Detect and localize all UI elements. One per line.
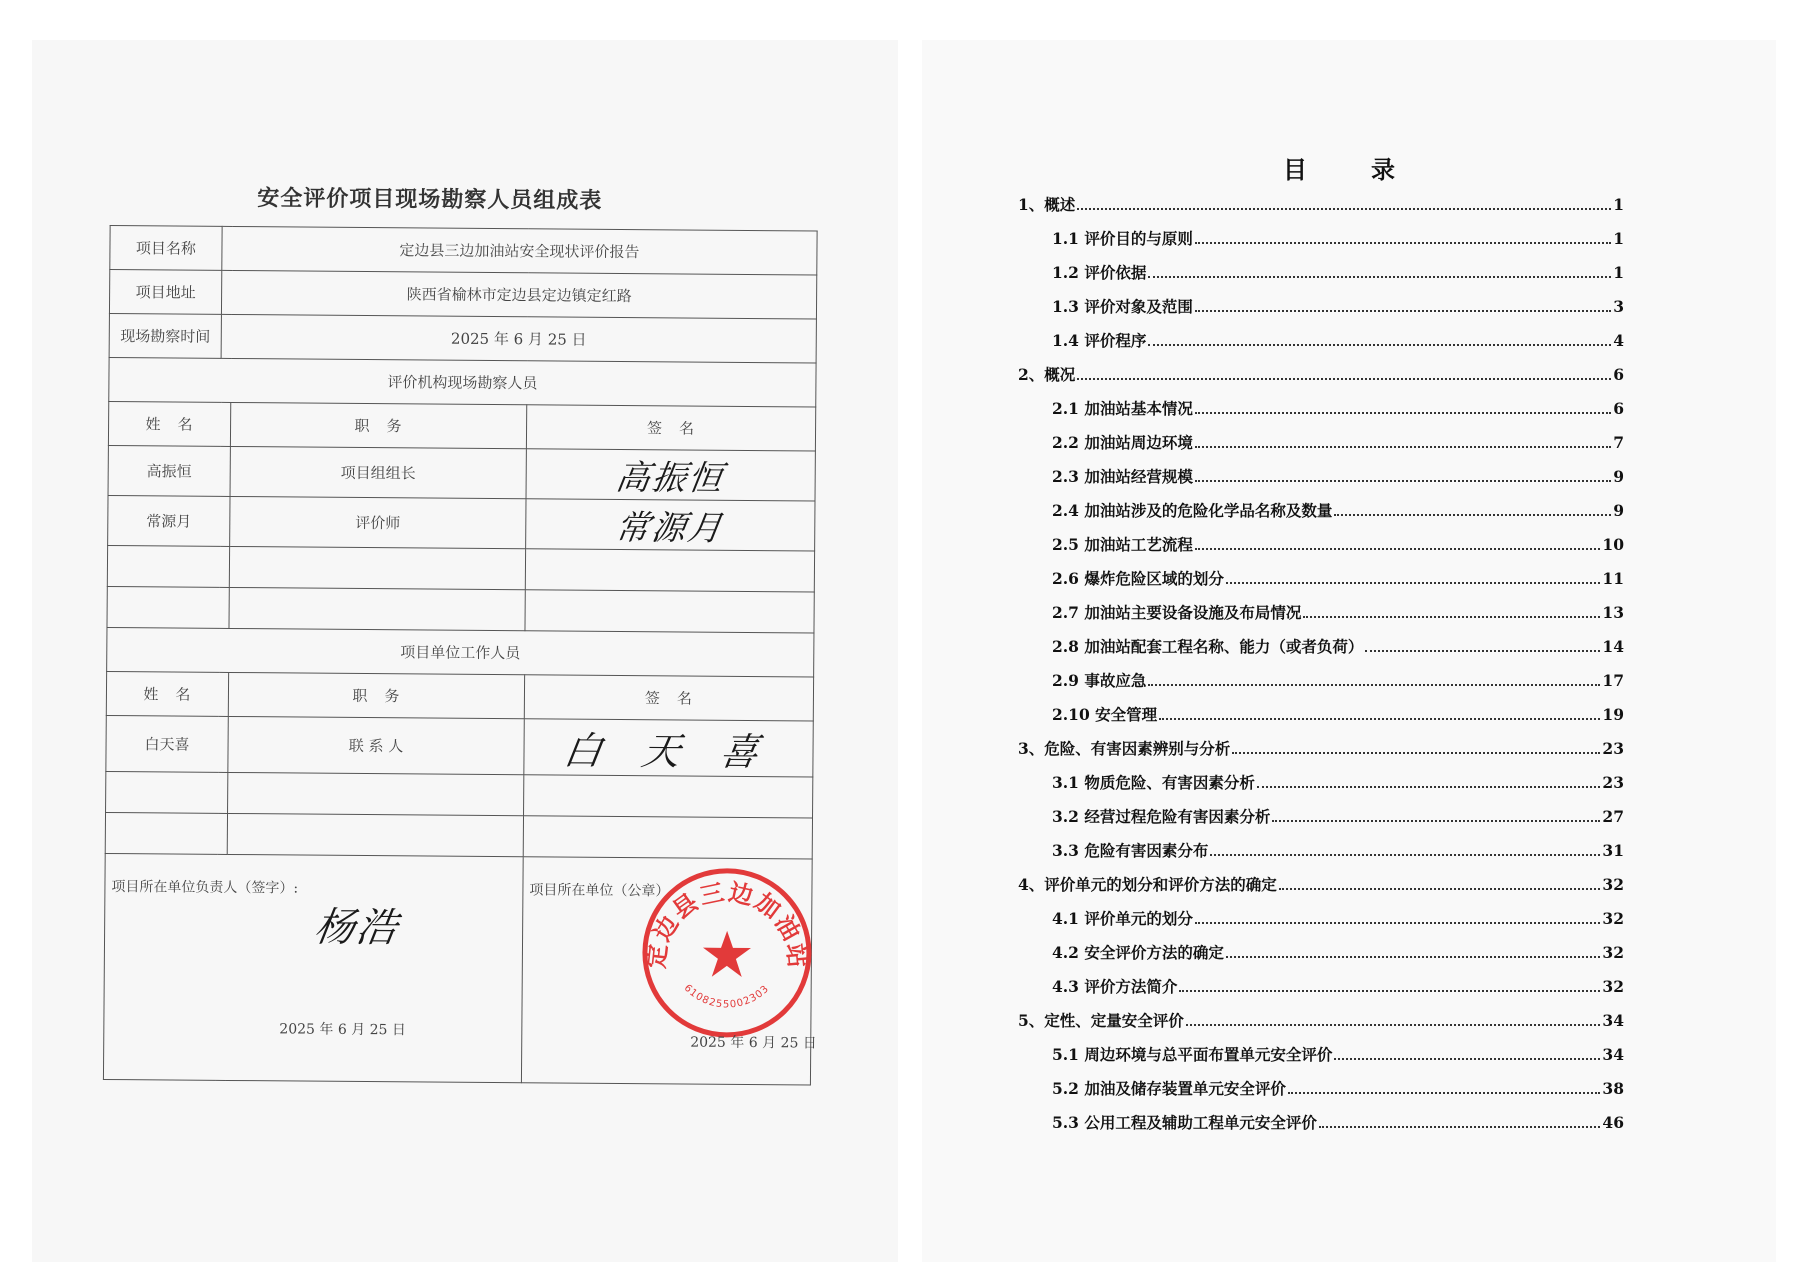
staff-name: 白天喜: [106, 715, 228, 772]
unit-seal-cell: [521, 857, 817, 1085]
toc-entry-label: 加油站工艺流程: [1084, 535, 1193, 554]
empty-row: [106, 771, 813, 818]
toc-leader-dots: [1334, 513, 1611, 516]
toc-entry-label: 物质危险、有害因素分析: [1084, 773, 1255, 792]
toc-entry-number: 1.4: [1052, 331, 1085, 350]
toc-entry-page: 4: [1613, 331, 1624, 350]
toc-entry[interactable]: [1018, 635, 1624, 669]
survey-time-row: [109, 313, 816, 363]
toc-entry-label: 周边环境与总平面布置单元安全评价: [1084, 1045, 1333, 1064]
staff-name: 常源月: [108, 495, 230, 546]
toc-entry[interactable]: [1018, 941, 1624, 975]
toc-entry-number: 4、: [1018, 875, 1045, 894]
survey-time-value: 2025 年 6 月 25 日: [221, 314, 816, 363]
toc-entry-label: 概述: [1044, 195, 1076, 214]
toc-entry[interactable]: [1018, 839, 1624, 873]
stamp-code: 6108255002303: [681, 982, 772, 1011]
toc-entry-label: 定性、定量安全评价: [1044, 1011, 1184, 1030]
toc-entry-page: 6: [1613, 365, 1624, 384]
toc-page: [922, 40, 1776, 1262]
toc-entry-page: 11: [1602, 569, 1624, 588]
toc-entry-number: 3.3: [1052, 841, 1085, 860]
staff-position: 联 系 人: [228, 716, 524, 774]
toc-entry[interactable]: [1018, 261, 1624, 295]
toc-entry-page: 7: [1613, 433, 1624, 452]
toc-entry-page: 34: [1602, 1045, 1624, 1064]
toc-entry-page: 32: [1602, 977, 1624, 996]
staff-signature-cell: [526, 449, 815, 501]
toc-entry[interactable]: [1018, 601, 1624, 635]
scanned-form-page: [32, 40, 898, 1262]
toc-entry-label: 评价单元的划分和评价方法的确定: [1044, 875, 1277, 894]
toc-entry-page: 9: [1613, 467, 1624, 486]
toc-entry-label: 加油站主要设备设施及布局情况: [1084, 603, 1302, 622]
toc-entry-number: 1.2: [1052, 263, 1085, 282]
toc-entry[interactable]: [1018, 1009, 1624, 1043]
toc-leader-dots: [1226, 955, 1601, 958]
toc-entry-number: 4.3: [1052, 977, 1085, 996]
handwritten-signature: 高振恒: [613, 458, 728, 499]
toc-entry-label: 加油站涉及的危险化学品名称及数量: [1084, 501, 1333, 520]
toc-leader-dots: [1279, 887, 1601, 890]
toc-leader-dots: [1303, 615, 1600, 618]
toc-entry-number: 4.1: [1052, 909, 1085, 928]
toc-entry-page: 1: [1613, 263, 1624, 282]
toc-leader-dots: [1365, 649, 1600, 652]
responsible-date: 2025 年 6 月 25 日: [279, 1021, 407, 1039]
toc-leader-dots: [1319, 1125, 1601, 1128]
toc-entry-page: 3: [1613, 297, 1624, 316]
handwritten-signature: 白 天 喜: [560, 728, 776, 775]
toc-entry-number: 5.2: [1052, 1079, 1085, 1098]
staff-name: 高振恒: [108, 445, 230, 496]
toc-entry-label: 危险、有害因素辨别与分析: [1044, 739, 1231, 758]
toc-leader-dots: [1195, 309, 1611, 312]
staff-signature-cell: [526, 499, 815, 551]
toc-entry-label: 加油站周边环境: [1084, 433, 1193, 452]
toc-entry-number: 2.6: [1052, 569, 1085, 588]
stamp-text: 定边县三边加油站: [640, 876, 813, 971]
toc-entry[interactable]: [1018, 975, 1624, 1009]
agency-section-row: [109, 357, 816, 407]
toc-leader-dots: [1195, 445, 1611, 448]
unit-col-name: 姓 名: [106, 671, 228, 716]
unit-section-row: [107, 627, 814, 677]
toc-entry-number: 2.9: [1052, 671, 1085, 690]
toc-entry[interactable]: [1018, 805, 1624, 839]
toc-entry[interactable]: [1018, 873, 1624, 907]
unit-section-title: 项目单位工作人员: [107, 627, 814, 677]
toc-entry[interactable]: [1018, 363, 1624, 397]
toc-entry-page: 14: [1602, 637, 1624, 656]
empty-row: [107, 545, 814, 592]
toc-entry[interactable]: [1018, 737, 1624, 771]
toc-entry-label: 加油站经营规模: [1084, 467, 1193, 486]
toc-entry-page: 9: [1613, 501, 1624, 520]
toc-entry-number: 1.1: [1052, 229, 1085, 248]
toc-leader-dots: [1186, 1023, 1601, 1026]
toc-leader-dots: [1210, 853, 1600, 856]
toc-entry-label: 事故应急: [1084, 671, 1147, 690]
toc-entry[interactable]: [1018, 567, 1624, 601]
toc-entry-page: 17: [1602, 671, 1624, 690]
agency-header-row: [108, 401, 815, 451]
toc-entry-label: 概况: [1044, 365, 1076, 384]
agency-staff-row: [108, 445, 815, 501]
toc-entry-page: 27: [1602, 807, 1624, 826]
toc-leader-dots: [1195, 921, 1601, 924]
toc-entry-number: 2.3: [1052, 467, 1085, 486]
toc-entry-number: 2.1: [1052, 399, 1085, 418]
toc-entry[interactable]: [1018, 465, 1624, 499]
approval-row: [103, 853, 812, 1085]
toc-entry-label: 加油站配套工程名称、能力（或者负荷）: [1084, 637, 1364, 656]
staff-position: 评价师: [230, 496, 526, 548]
toc-entry-number: 5.1: [1052, 1045, 1085, 1064]
project-address-row: [109, 270, 816, 320]
handwritten-signature: 常源月: [612, 508, 727, 549]
toc-entry-number: 1.3: [1052, 297, 1085, 316]
toc-entry-number: 5、: [1018, 1011, 1045, 1030]
unit-staff-row: [106, 715, 813, 777]
toc-entry-label: 评价目的与原则: [1084, 229, 1193, 248]
survey-time-label: 现场勘察时间: [109, 313, 221, 358]
toc-leader-dots: [1148, 343, 1611, 346]
toc-entry[interactable]: [1018, 1111, 1624, 1145]
project-name-row: [110, 226, 817, 276]
toc-leader-dots: [1288, 1091, 1601, 1094]
agency-col-name: 姓 名: [108, 401, 230, 446]
toc-entry-number: 2.4: [1052, 501, 1085, 520]
toc-leader-dots: [1077, 207, 1611, 210]
toc-entry-number: 3、: [1018, 739, 1045, 758]
toc-entry-page: 6: [1613, 399, 1624, 418]
responsible-label: 项目所在单位负责人（签字）:: [111, 879, 299, 897]
agency-section-title: 评价机构现场勘察人员: [109, 357, 816, 407]
toc-entry-number: 2.8: [1052, 637, 1085, 656]
toc-entry-label: 安全管理: [1095, 705, 1158, 724]
toc-entry-page: 32: [1602, 875, 1624, 894]
form-title: 安全评价项目现场勘察人员组成表: [257, 185, 603, 214]
svg-text:6108255002303: [682, 983, 772, 1011]
unit-seal-label: 项目所在单位（公章）: [529, 882, 670, 900]
stamp-star-icon: [703, 931, 751, 977]
toc-entry-label: 评价单元的划分: [1084, 909, 1193, 928]
toc-entry[interactable]: [1018, 669, 1624, 703]
toc-entry-label: 爆炸危险区域的划分: [1084, 569, 1224, 588]
toc-entry[interactable]: [1018, 431, 1624, 465]
project-address-label: 项目地址: [109, 270, 221, 315]
toc-entry-label: 评价对象及范围: [1084, 297, 1193, 316]
toc-entry-label: 评价方法简介: [1084, 977, 1178, 996]
toc-entry-label: 安全评价方法的确定: [1084, 943, 1224, 962]
toc-entry[interactable]: [1018, 1077, 1624, 1111]
toc-entry-label: 经营过程危险有害因素分析: [1084, 807, 1271, 826]
toc-leader-dots: [1179, 989, 1600, 992]
toc-entry-page: 13: [1602, 603, 1624, 622]
toc-entry[interactable]: [1018, 193, 1624, 227]
staff-signature-cell: [524, 719, 813, 777]
toc-entry-number: 3.2: [1052, 807, 1085, 826]
toc-entry[interactable]: [1018, 295, 1624, 329]
toc-entry-number: 3.1: [1052, 773, 1085, 792]
toc-leader-dots: [1257, 785, 1601, 788]
toc-entry-label: 评价依据: [1084, 263, 1147, 282]
toc-leader-dots: [1232, 751, 1600, 754]
project-address-value: 陕西省榆林市定边县定边镇定红路: [221, 270, 816, 319]
toc-entry-label: 公用工程及辅助工程单元安全评价: [1084, 1113, 1317, 1132]
unit-header-row: [106, 671, 813, 721]
survey-form: [102, 180, 820, 1146]
toc-leader-dots: [1077, 377, 1611, 380]
toc-leader-dots: [1159, 717, 1600, 720]
toc-leader-dots: [1272, 819, 1600, 822]
toc-entry-number: 2.10: [1052, 705, 1096, 724]
toc-leader-dots: [1148, 683, 1600, 686]
toc-entry-number: 2.5: [1052, 535, 1085, 554]
agency-col-position: 职 务: [230, 402, 526, 448]
toc-entry-page: 10: [1602, 535, 1624, 554]
toc-entry-page: 32: [1602, 943, 1624, 962]
toc-entry-page: 31: [1602, 841, 1624, 860]
toc-entry-number: 1、: [1018, 195, 1045, 214]
toc-entry-number: 2.7: [1052, 603, 1085, 622]
toc-entry-number: 2.2: [1052, 433, 1085, 452]
empty-row: [105, 812, 812, 859]
agency-col-signature: 签 名: [526, 405, 815, 451]
toc-entry[interactable]: [1018, 329, 1624, 363]
unit-col-position: 职 务: [228, 672, 524, 718]
toc-entry[interactable]: [1018, 703, 1624, 737]
survey-table: [103, 225, 818, 1086]
toc-entry[interactable]: [1018, 533, 1624, 567]
toc-entry-page: 1: [1613, 229, 1624, 248]
toc-entry-page: 23: [1602, 773, 1624, 792]
empty-row: [107, 586, 814, 633]
toc-entry-page: 32: [1602, 909, 1624, 928]
toc-entry[interactable]: [1018, 771, 1624, 805]
toc-entry-page: 19: [1602, 705, 1624, 724]
toc-entry[interactable]: [1018, 227, 1624, 261]
toc-entry-page: 46: [1602, 1113, 1624, 1132]
project-name-label: 项目名称: [110, 226, 222, 271]
toc-entry-number: 5.3: [1052, 1113, 1085, 1132]
toc-entry-label: 加油及储存装置单元安全评价: [1084, 1079, 1286, 1098]
responsible-signature: 杨浩: [311, 904, 403, 952]
unit-date: 2025 年 6 月 25 日: [690, 1034, 817, 1052]
toc-leader-dots: [1195, 547, 1601, 550]
toc-list: [1018, 193, 1624, 1145]
toc-entry[interactable]: [1018, 1043, 1624, 1077]
toc-entry-page: 34: [1602, 1011, 1624, 1030]
official-seal-stamp: [640, 866, 813, 1039]
toc-entry[interactable]: [1018, 397, 1624, 431]
staff-position: 项目组组长: [230, 446, 526, 498]
toc-entry[interactable]: [1018, 907, 1624, 941]
project-name-value: 定边县三边加油站安全现状评价报告: [222, 226, 817, 275]
toc-entry-label: 危险有害因素分布: [1084, 841, 1209, 860]
toc-entry-label: 评价程序: [1084, 331, 1147, 350]
toc-title: 目 录: [1283, 155, 1415, 184]
toc-entry-label: 加油站基本情况: [1084, 399, 1193, 418]
toc-entry-page: 23: [1602, 739, 1624, 758]
toc-leader-dots: [1148, 275, 1611, 278]
toc-entry[interactable]: [1018, 499, 1624, 533]
toc-entry-page: 1: [1613, 195, 1624, 214]
toc-entry-number: 2、: [1018, 365, 1045, 384]
responsible-cell: [103, 853, 523, 1082]
toc-entry-number: 4.2: [1052, 943, 1085, 962]
unit-col-signature: 签 名: [524, 675, 813, 721]
toc-leader-dots: [1195, 479, 1611, 482]
toc-leader-dots: [1226, 581, 1601, 584]
toc-leader-dots: [1334, 1057, 1600, 1060]
toc-leader-dots: [1195, 241, 1611, 244]
toc-entry-page: 38: [1602, 1079, 1624, 1098]
toc-leader-dots: [1195, 411, 1611, 414]
agency-staff-row: [108, 495, 815, 551]
